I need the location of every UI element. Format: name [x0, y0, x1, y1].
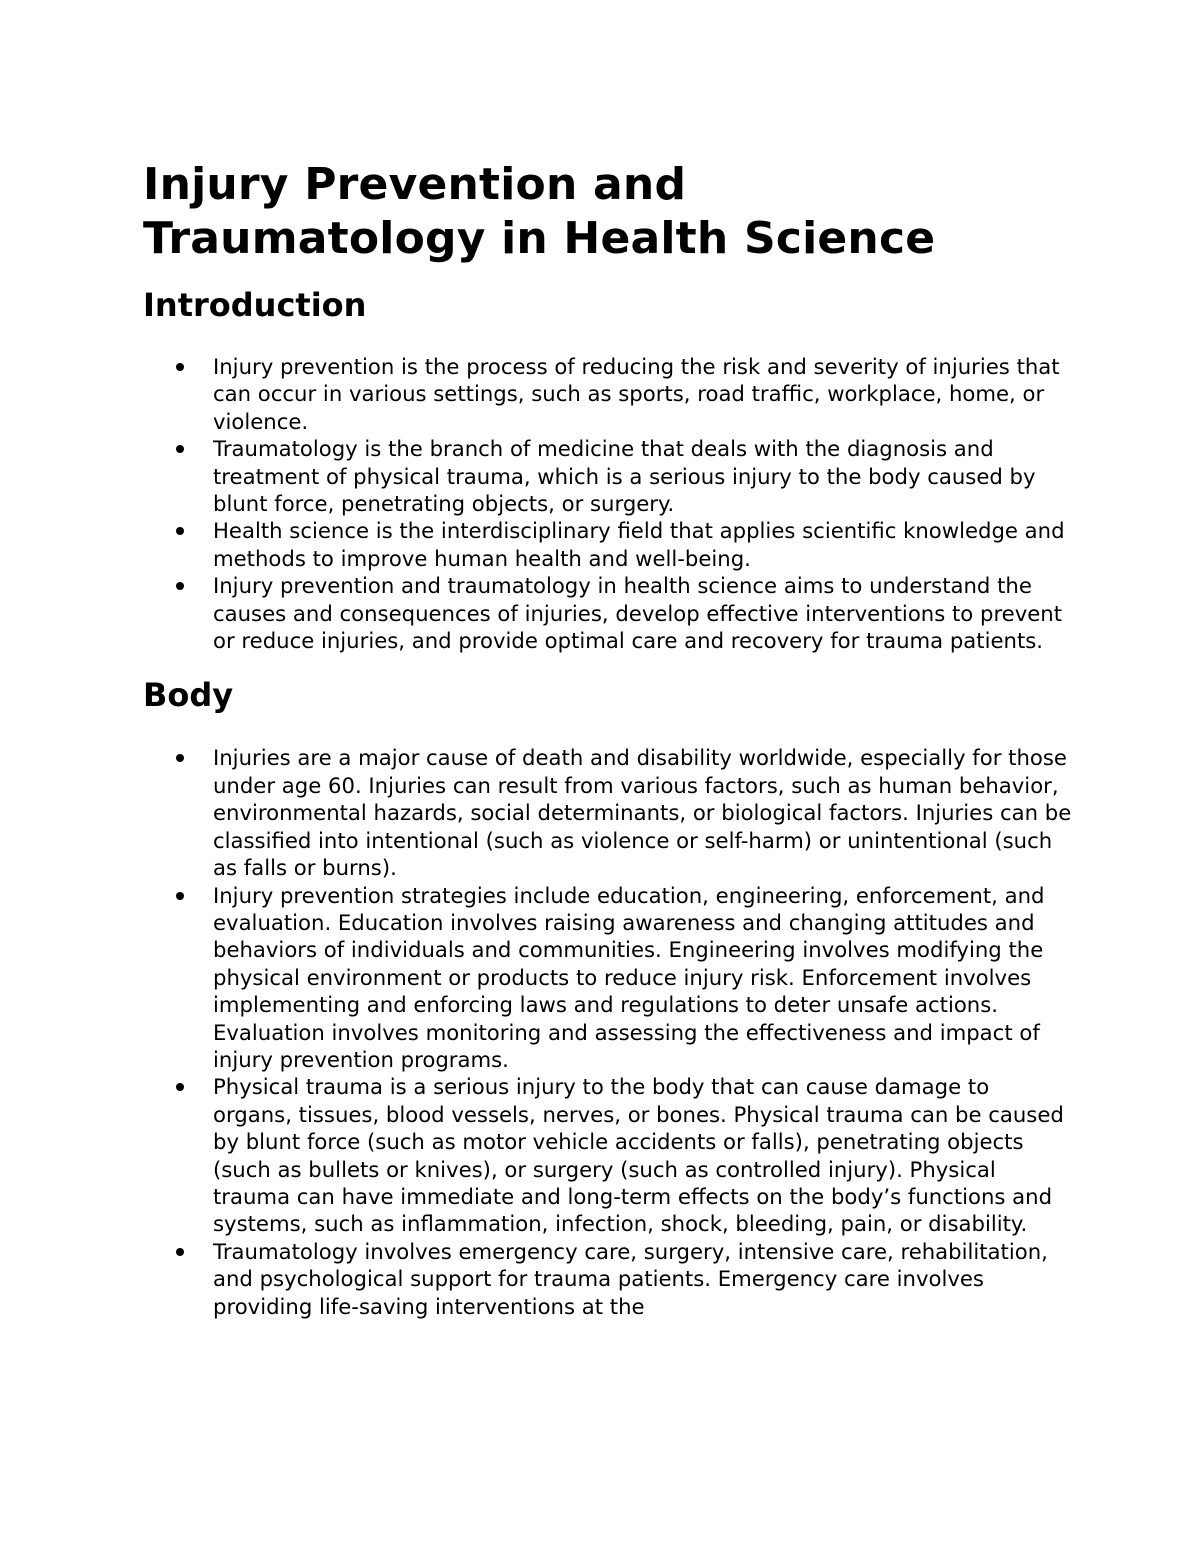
list-item — [143, 353, 1073, 435]
bullet-icon — [176, 445, 184, 453]
list-item-text: Traumatology involves emergency care, surgery, intensive care, rehabilitation, and psychological support for trauma patients. Emergency care involves providing life-saving interventions at the — [213, 1238, 1048, 1319]
bullet-icon — [176, 1083, 184, 1091]
bullet-icon — [176, 363, 184, 371]
list-item-text: Traumatology is the branch of medicine that deals with the diagnosis and treatment of physical trauma, which is a serious injury to the body caused by blunt force, penetrating objects, or surgery. — [213, 436, 1036, 517]
list-item — [143, 744, 1073, 881]
bullet-icon — [176, 582, 184, 590]
document-title — [143, 158, 1073, 266]
bullet-icon — [176, 754, 184, 762]
bullet-icon — [176, 1248, 184, 1256]
list-item-text: Injuries are a major cause of death and disability worldwide, especially for those under age 60. Injuries can result from various factors, such as human behavior, environmental hazards, social determinants, or biological factors. Injuries can be classified into intentional (such as violence or self-harm) or unintentional (such as falls or burns). — [213, 745, 1072, 881]
bullet-icon — [176, 892, 184, 900]
body-bullet-list — [143, 744, 1073, 1320]
list-item — [143, 1073, 1073, 1237]
list-item-text: Injury prevention strategies include education, engineering, enforcement, and evaluation. Education involves raising awareness and changing attitudes and behaviors of individuals and communities. Engineering involves modifying the physical environment or products to reduce injury risk. Enforcement involves implementing and enforcing laws and regulations to deter unsafe actions. Evaluation involves monitoring and assessing the effectiveness and impact of injury prevention programs. — [213, 882, 1045, 1072]
introduction-bullet-list — [143, 353, 1073, 654]
list-item — [143, 572, 1073, 654]
list-item-text: Health science is the interdisciplinary field that applies scientific knowledge and methods to improve human health and well-being. — [213, 518, 1065, 571]
introduction-heading: Introduction — [143, 286, 367, 324]
list-item-text: Injury prevention is the process of reducing the risk and severity of injuries that can occur in various settings, such as sports, road traffic, workplace, home, or violence. — [213, 354, 1060, 434]
list-item-text: Physical trauma is a serious injury to the body that can cause damage to organs, tissues, blood vessels, nerves, or bones. Physical trauma can be caused by blunt force (such as motor vehicle accidents or falls), penetrating objects (such as bullets or knives), or surgery (such as controlled injury). Physical trauma can have immediate and long-term effects on the body’s functions and systems, such as inflammation, infection, shock, bleeding, pain, or disability. — [213, 1074, 1064, 1237]
bullet-icon — [176, 527, 184, 535]
document-content — [143, 158, 1073, 1320]
body-heading: Body — [143, 676, 234, 715]
list-item-text: Injury prevention and traumatology in health science aims to understand the causes and consequences of injuries, develop effective interventions to prevent or reduce injuries, and provide optimal care and recovery for trauma patients. — [213, 573, 1063, 654]
list-item — [143, 435, 1073, 517]
list-item — [143, 517, 1073, 572]
list-item — [143, 882, 1073, 1074]
document-title-line-1: Injury Prevention and — [143, 159, 687, 210]
document-title-line-2: Traumatology in Health Science — [143, 213, 936, 264]
list-item — [143, 1238, 1073, 1320]
